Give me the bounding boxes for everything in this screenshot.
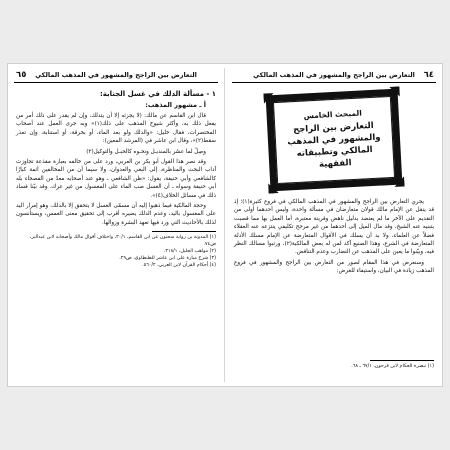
right-page — [228, 64, 440, 386]
paragraph: يجري التعارض بين الراجح والمشهور في المذهب المالكي في فروع كثيرة(١)؛ إذ قد ينقل عن الإمام مالك قولان متعارضان في مسألة واحدة، وليس أحدهما أولى من التقديم على الآخر ما لم يعتضد بدليل ناهض وقرينة معتبرة، أما العمل بها مما قصبت بتبنيه عنه الشيخ، وقد مال الميل إلى أحدهما من غير مرجح تكليفي ينتزعه عنه العقلاء فضلاً عن العلماء، ولا بد أن يسلك في الأقوال المتعارضة عن الإمام مسلك الأدلة المتعارضة في الشرع، وهذا الصنيع آكد لمن له بعض المالكية(٢)، ورتبوا مسالك النظر فيه، وبيّنوا ما يعين على المذهب عن التضارب وعدم التناقض. — [234, 199, 434, 256]
running-head-title: التعارض بين الراجح والمشهور في المذهب المالكي — [35, 71, 197, 79]
chapter-kicker: المبحث الخامس — [303, 108, 363, 121]
subheading: أ ـ مشهور المذهب: — [145, 101, 206, 109]
paragraph: وحجة المالكية فيما ذهبوا إليه أن مسمّى الغسل لا يتحقق إلا بالدلك، وهو إمرار اليد على المغسول باليد، وعدم الدلك يصيره أقرب إلى تحقيق معنى الغمس، ويستأنسون لذلك بالأحاديث التي ورد فيها تعهد البشرة وزوالها. — [16, 203, 216, 226]
footnote-rule — [152, 231, 216, 232]
running-head — [14, 68, 218, 83]
footnote: (٣) شرح ميارة على ابن عاشر للطنطاوي، ص٢٩. — [119, 256, 216, 262]
left-page — [10, 64, 222, 386]
footnote: (١) تبصرة الحكام لابن فرحون، ٦٧/١ ـ ٦٨. — [351, 364, 434, 369]
chapter-banner — [266, 89, 403, 192]
book-spread — [8, 64, 442, 386]
banner-inner — [273, 96, 395, 184]
footnote: (١) المدونة بن رواية سحنون عن ابن القاسم، ٣٠/١، واختلاف أقوال مالك وأصحابه لابن عبدالبر، ص٧٤. — [29, 235, 216, 248]
banner-corner-ornament — [268, 183, 279, 194]
footnote-rule — [370, 360, 434, 361]
running-head-title: التعارض بين الراجح والمشهور في المذهب المالكي — [253, 71, 415, 79]
footnote: (٤) أحكام القرآن لابن العربي، ٥٦٠/٢. — [142, 263, 216, 269]
page-number: ٦٤ — [423, 70, 434, 80]
paragraph: وسنعرض في هذا المقام لصور من التعارض بين الراجح والمشهور في فروع المذهب زيادة في البيان، واستيفاء للغرض: — [234, 259, 434, 275]
gutter-divider — [224, 68, 225, 382]
banner-corner-ornament — [389, 87, 400, 98]
page-number: ٦٥ — [16, 70, 27, 80]
footnotes — [234, 356, 434, 370]
page-body — [234, 88, 434, 278]
banner-corner-ornament — [394, 176, 405, 187]
page-body — [16, 88, 216, 269]
paragraph: وقد نصر هذا القول أبو بكر بن العربي، ورد على من خالفه بعبارة مقذعة تجاوزت آداب البحث والمناظرة، إلى البغي والعدوان، ولا سيما أن من المخالفين أئمة كبارًا كالشافعي وأبي حنيفة، يقول: «ظن الشافعي ـ وهو عند أصحابه معدٌ من الفصحاء بله أبي حنيفة وسواه ـ أن الغسل صب الماء على المغسول من غير عرك، وقد بيّنا فساد ذلك في مسائل الخلاف(٤)». — [16, 159, 216, 199]
footnote: (٢) مواهب الجليل، ٣١٨/١. — [163, 249, 216, 255]
section-heading: ١ - مسألة الدلك في غسل الجنابة: — [99, 90, 216, 98]
running-head — [232, 68, 436, 83]
chapter-title: التعارض بين الراجح والمشهور في المذهب المالكي وتطبيقاته الفقهية — [287, 120, 381, 170]
verse-line: وصِلْ لما عسُر بالمنديـل ونحـوه كالحبـل والتوكيل(٣) — [86, 148, 206, 155]
paragraph: قال ابن القاسم عن مالك: (لا يجزئه إلا أن يتدلك، وإن لم يقدر على ذلك أمر من يفعل ذلك به، وأكثر شيوخ المذهب على ذلك(١)» وبه جرى العمل عند أصحاب المختصرات، فقال خليل: «والدلك ولو بعد الماء، أو بخرقة، أو استنابة، وإن تعذر سقط(٢)»، وقال ابن عاشر في (المرشد المعين): — [16, 113, 216, 145]
